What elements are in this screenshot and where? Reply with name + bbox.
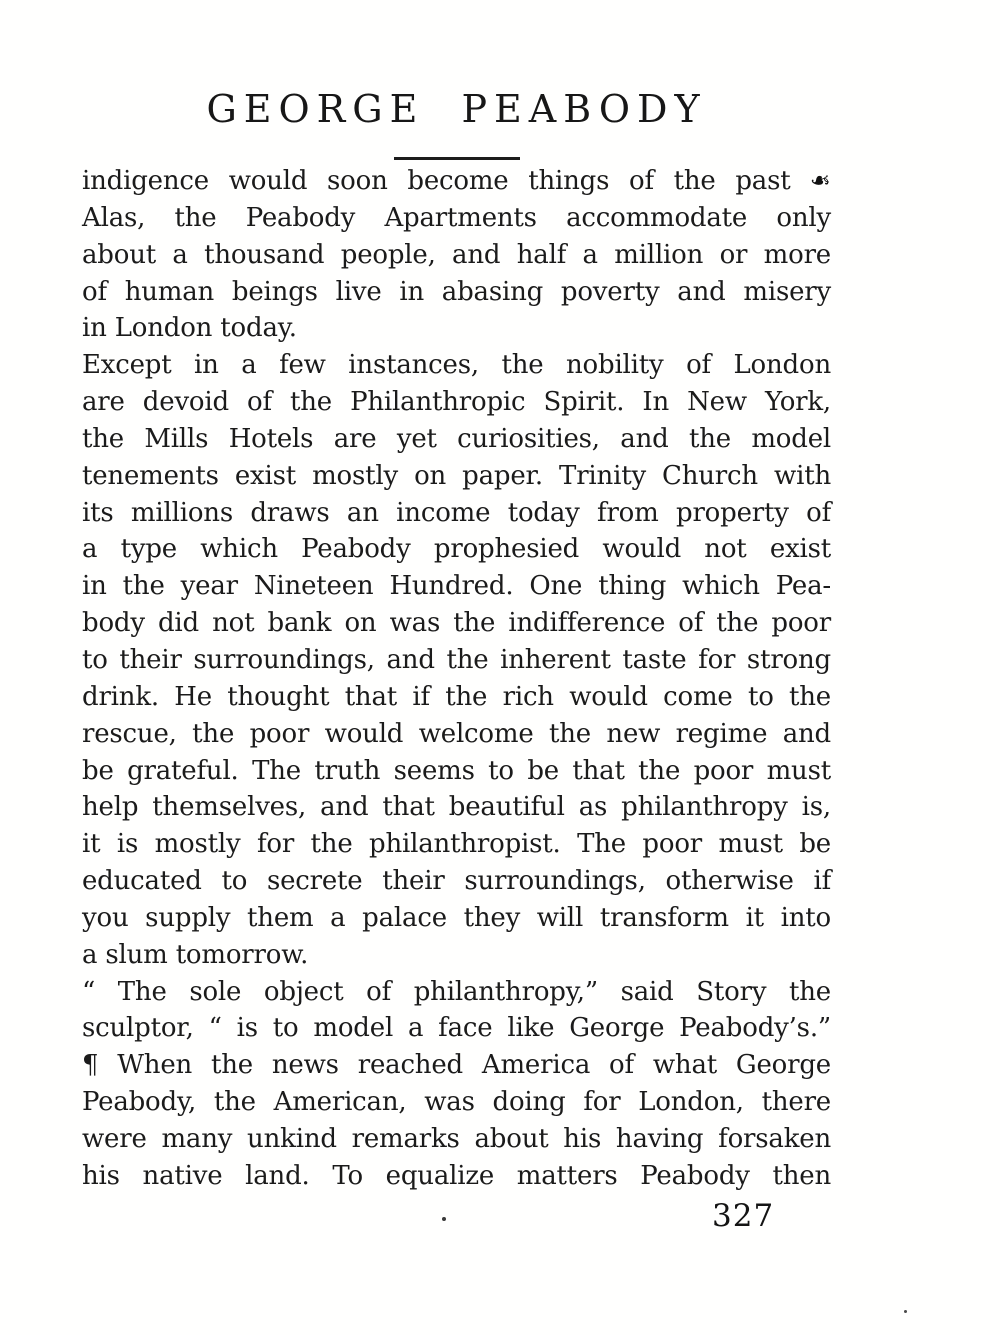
text-line: drink. He thought that if the rich would come to the (82, 681, 831, 712)
text-line: its millions draws an income today from property of (82, 497, 831, 528)
text-line: are devoid of the Philanthropic Spirit. In New York, (82, 387, 831, 418)
title-rule (394, 157, 520, 160)
text-line: it is mostly for the philanthropist. The poor must be (82, 829, 831, 860)
text-line: his native land. To equalize matters Peabody then (82, 1160, 831, 1191)
text-line: sculptor, “ is to model a face like George Peabody’s.” (82, 1013, 831, 1044)
text-line: about a thousand people, and half a million or more (82, 239, 831, 270)
text-line: were many unkind remarks about his having forsaken (82, 1123, 831, 1154)
text-line (82, 163, 831, 200)
text-line: Except in a few instances, the nobility of London (82, 350, 831, 381)
text-line: rescue, the poor would welcome the new regime and (82, 718, 831, 749)
text-line: tenements exist mostly on paper. Trinity Church with (82, 460, 831, 491)
text-line: educated to secrete their surroundings, otherwise if (82, 866, 831, 897)
text-line: body did not bank on was the indifference of the poor (82, 608, 831, 639)
fleuron-icon: ❧ (810, 166, 831, 195)
scan-speck (904, 1310, 907, 1313)
text-line: in London today. (82, 313, 297, 344)
text-line: Alas, the Peabody Apartments accommodate only (82, 202, 831, 233)
text-line: the Mills Hotels are yet curiosities, and the model (82, 423, 831, 454)
text-line: “ The sole object of philanthropy,” said Story the (82, 976, 831, 1007)
body-text (82, 163, 831, 1195)
text-line: Peabody, the American, was doing for London, there (82, 1087, 831, 1118)
text-line: ¶ When the news reached America of what George (82, 1050, 831, 1081)
text-line: of human beings live in abasing poverty and misery (82, 276, 831, 307)
text-line: be grateful. The truth seems to be that the poor must (82, 755, 831, 786)
text-line: to their surroundings, and the inherent taste for strong (82, 644, 831, 675)
page-title: GEORGE PEABODY (206, 87, 707, 131)
text-line: you supply them a palace they will transform it into (82, 902, 831, 933)
text-line: help themselves, and that beautiful as philanthropy is, (82, 792, 831, 823)
text-line-content: indigence would soon become things of the past (82, 166, 791, 196)
text-line: a type which Peabody prophesied would not exist (82, 534, 831, 565)
scan-speck (442, 1217, 446, 1221)
page-number: 327 (712, 1198, 775, 1234)
text-line: in the year Nineteen Hundred. One thing which Pea- (82, 571, 831, 602)
text-line: a slum tomorrow. (82, 939, 309, 970)
